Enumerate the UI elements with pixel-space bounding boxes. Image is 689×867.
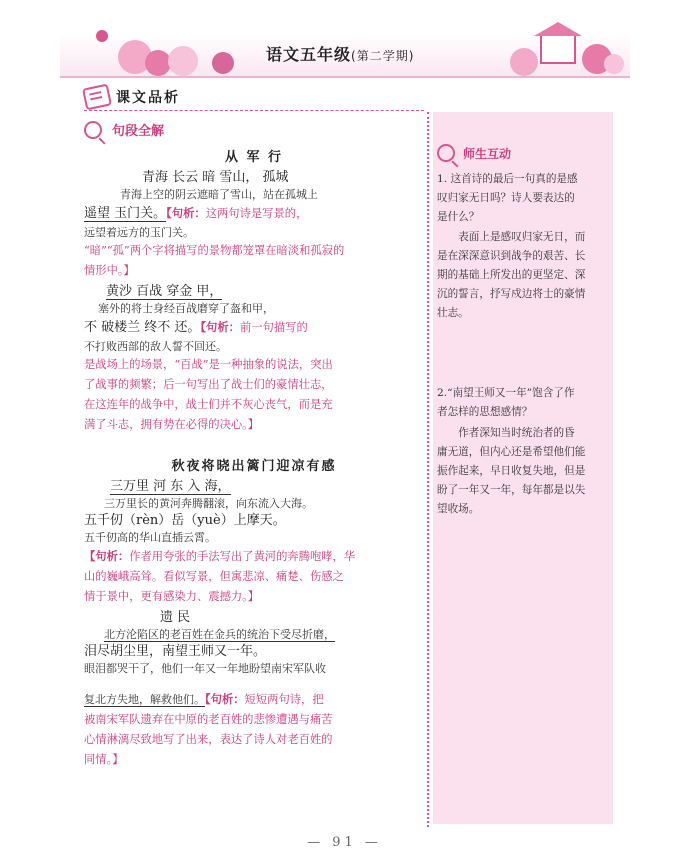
section-title: 课文品析 — [116, 90, 180, 106]
note-text: 短短两句诗，把 — [244, 693, 324, 706]
translation-line: 三万里长的黄河奔腾翻滚，向东流入大海。 — [104, 497, 313, 510]
translation-line: 远望着远方的玉门关。 — [84, 226, 194, 239]
answer-2 — [437, 424, 609, 519]
question-line: 2.“南望王师又一年”饱含了作 — [437, 387, 575, 399]
column-divider — [427, 112, 429, 827]
answer-line: 盼了一年又一年，每年都是以失 — [437, 484, 586, 496]
answer-line: 表面上是感叹归家无日，而 — [437, 231, 586, 243]
translation-line: 青海上空的阴云遮暗了雪山，站在孤城上 — [120, 188, 318, 201]
poem-line-with-note — [84, 203, 424, 224]
poem-title: 从 军 行 — [224, 150, 284, 165]
book-title: 语文五年级 — [266, 45, 352, 64]
poem-line — [84, 478, 424, 495]
note-text: 山的巍峨高耸。看似写景，但寓悲凉、痛楚、伤感之 — [84, 570, 344, 583]
answer-line: 期的基础上所发出的更坚定、深 — [437, 269, 586, 281]
note-text: 前一句描写的 — [239, 321, 308, 334]
translation-line: 五千仞高的华山直插云霄。 — [84, 531, 216, 544]
analysis-column — [84, 146, 424, 770]
subsection-title: 句段全解 — [112, 124, 165, 139]
question-line: 者怎样的思想感情？ — [437, 406, 533, 418]
translation-line: 不打败西部的敌人誓不回还。 — [84, 340, 227, 353]
answer-line: 作者深知当时统治者的昏 — [437, 427, 575, 439]
decorative-flower-icon — [510, 48, 538, 76]
note-text: 在这连年的战争中，战士们并不灰心丧气，而是充 — [84, 398, 333, 411]
sidebar-heading — [437, 144, 511, 162]
note-text: 同情。】 — [84, 753, 124, 766]
poem-text: 黄沙 百战 穿金 甲， — [106, 284, 223, 299]
translation-line: 眼泪都哭干了，他们一年又一年地盼望南宋军队收 — [84, 662, 326, 675]
poem-line: 泪尽胡尘里，南望王师又一年。 — [84, 644, 267, 659]
magnifier-icon — [84, 121, 102, 139]
note-text: 是战场上的场景，“百战”是一种抽象的说法，突出 — [84, 358, 333, 371]
poem-line-with-note — [84, 317, 424, 338]
question-line: 1. 这首诗的最后一句真的是感 — [437, 173, 578, 185]
header-title — [266, 42, 414, 65]
book-subtitle: (第二学期) — [351, 49, 415, 63]
note-text: “暗”“孤”两个字将描写的景物都笼罩在暗淡和孤寂的 — [84, 244, 345, 257]
translation-line-with-note — [84, 689, 424, 710]
decorative-flower-icon — [145, 50, 171, 76]
note-card-icon — [82, 84, 112, 111]
answer-line: 沉的誓言，抒写戍边将士的豪情 — [437, 288, 586, 300]
translation-text: 复北方失地，解救他们。 — [84, 693, 205, 706]
note-text: 情于景中，更有感染力、震撼力。】 — [84, 590, 260, 603]
poem-line: 五千仞（rèn）岳（yuè）上摩天。 — [84, 513, 286, 528]
note-tag: 【句析： — [200, 320, 240, 334]
answer-line: 壮志。 — [437, 307, 469, 319]
question-2 — [437, 384, 609, 422]
poem-text: 遥望 玉门关。 — [84, 206, 167, 221]
translation-text: 北方沦陷区的老百姓在金兵的统治下受尽折磨， — [104, 628, 335, 641]
section-divider — [84, 110, 424, 111]
answer-line: 是在深深意识到战争的艰苦、长 — [437, 250, 586, 262]
answer-1 — [437, 228, 609, 323]
sidebar-title: 师生互动 — [463, 146, 512, 161]
translation-line — [84, 626, 424, 643]
magnifier-icon — [437, 144, 455, 162]
note-text: 心情淋漓尽致地写了出来，表达了诗人对老百姓的 — [84, 733, 333, 746]
note-text: 这两句诗是写景的， — [205, 207, 308, 220]
note-tag: 【句析： — [166, 206, 206, 220]
question-1 — [437, 170, 609, 227]
note-tag: 【句析： — [205, 692, 245, 706]
translation-line: 塞外的将士身经百战磨穿了盔和甲， — [98, 302, 274, 315]
poem-line: 青海 长云 暗 雪山， 孤城 — [142, 170, 289, 185]
note-text — [84, 546, 424, 567]
house-icon — [540, 34, 576, 64]
note-text: 情形中。】 — [84, 264, 135, 277]
answer-line: 庸无道，但内心还是希望他们能 — [437, 446, 586, 458]
poem-line: 遗 民 — [160, 610, 191, 625]
note-tag: 【句析： — [84, 549, 130, 563]
page-header — [0, 0, 689, 80]
house-roof-icon — [534, 22, 582, 36]
decorative-flower-icon — [168, 46, 198, 76]
note-text: 了战事的频繁；后一句写出了战士们的豪情壮志， — [84, 378, 333, 391]
decorative-flower-icon — [212, 52, 234, 74]
question-line: 叹归家无日吗？诗人要表达的 — [437, 192, 575, 204]
question-line: 是什么？ — [437, 211, 480, 223]
note-text: 满了斗志，拥有势在必得的决心。】 — [84, 418, 260, 431]
subsection-heading — [84, 120, 164, 139]
note-text: 被南宋军队遗弃在中原的老百姓的悲惨遭遇与痛苦 — [84, 713, 333, 726]
note-text-span: 作者用夸张的手法写出了黄河的奔腾咆哮，华 — [129, 550, 356, 563]
answer-line: 振作起来，早日收复失地，但是 — [437, 465, 586, 477]
poem-text: 三万里 河 东 入 海， — [110, 479, 231, 494]
poem-title: 秋夜将晓出篱门迎凉有感 — [171, 459, 337, 474]
answer-line: 望收场。 — [437, 503, 480, 515]
section-heading — [84, 86, 180, 108]
decorative-heart-icon — [96, 30, 108, 42]
poem-text: 不 破楼兰 终不 还。 — [84, 320, 201, 335]
page-number: — 91 — — [307, 835, 382, 850]
poem-line — [84, 283, 424, 300]
decorative-flower-icon — [604, 54, 624, 74]
